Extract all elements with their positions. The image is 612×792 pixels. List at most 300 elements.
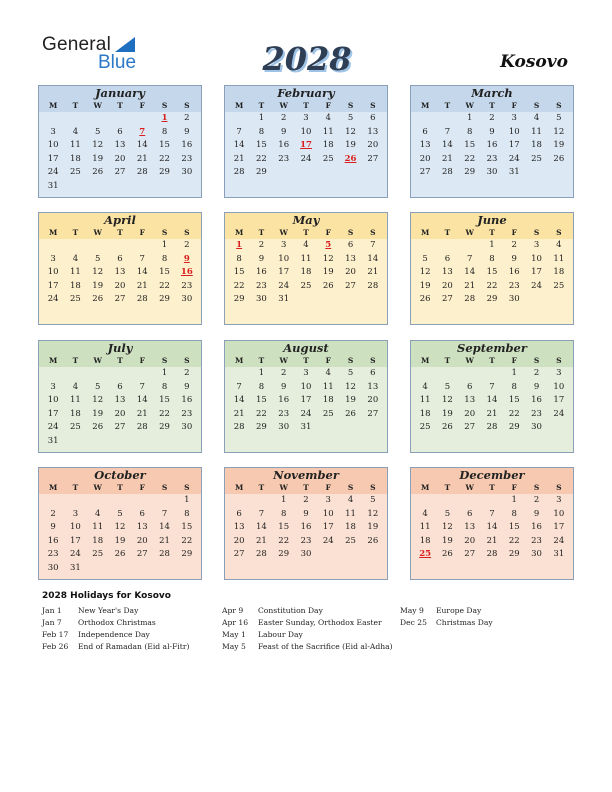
- week-row: [411, 112, 573, 126]
- holiday-item: [42, 629, 189, 641]
- empty-day-cell: [42, 367, 64, 381]
- weekday-label: M: [420, 101, 430, 110]
- day-cell: 8: [258, 126, 265, 137]
- weekday-label: S: [370, 228, 376, 237]
- day-cell: 15: [181, 522, 193, 533]
- day-cell: 15: [256, 395, 267, 406]
- week-row: [225, 253, 387, 267]
- weekday-label: M: [234, 101, 244, 110]
- day-cell: 1: [161, 240, 168, 250]
- day-cell: 7: [236, 381, 242, 392]
- week-row: [411, 126, 573, 140]
- day-cell: 7: [444, 126, 451, 137]
- day-cell: 22: [233, 280, 245, 291]
- day-cell: 20: [367, 395, 379, 406]
- week-row: [39, 508, 201, 522]
- month-name: April: [39, 213, 201, 227]
- week-row: [39, 494, 201, 508]
- day-cell: 8: [161, 126, 168, 137]
- day-cell: 6: [370, 113, 376, 123]
- day-cell: 26: [442, 549, 453, 560]
- day-cell: 4: [533, 113, 540, 123]
- empty-day-cell: [481, 367, 503, 381]
- day-cell: 24: [322, 535, 334, 546]
- month-january: [38, 85, 202, 198]
- day-cell: 20: [114, 408, 126, 419]
- day-cell: 14: [159, 522, 170, 533]
- week-row: [411, 548, 573, 562]
- day-cell: 18: [70, 153, 81, 164]
- day-cell: 13: [367, 126, 379, 137]
- day-cell: 25: [322, 153, 334, 164]
- empty-day-cell: [295, 166, 317, 180]
- empty-day-cell: [109, 112, 131, 126]
- day-cell: 17: [508, 140, 520, 151]
- day-cell: 26: [114, 549, 126, 560]
- day-cell: 2: [184, 113, 190, 123]
- empty-day-cell: [87, 562, 109, 576]
- month-may: [224, 212, 388, 325]
- day-cell: 19: [442, 535, 453, 546]
- day-cell: 23: [256, 280, 267, 291]
- weekday-header: [225, 227, 387, 239]
- week-row: [39, 394, 201, 408]
- empty-day-cell: [339, 421, 361, 435]
- week-row: [39, 408, 201, 422]
- day-cell: 22: [508, 535, 520, 546]
- holiday-day: 25: [419, 549, 432, 560]
- empty-day-cell: [42, 239, 64, 253]
- holiday-name: Easter Sunday, Orthodox Easter: [258, 618, 382, 627]
- day-cell: 27: [464, 422, 476, 433]
- holiday-day: 1: [236, 240, 243, 250]
- day-cell: 13: [442, 267, 453, 278]
- weekday-label: M: [48, 356, 58, 365]
- day-cell: 22: [508, 408, 520, 419]
- day-cell: 25: [553, 280, 565, 291]
- weekday-label: S: [533, 101, 540, 110]
- month-november: [224, 467, 388, 580]
- day-cell: 25: [70, 294, 81, 305]
- day-cell: 22: [256, 408, 267, 419]
- day-cell: 16: [531, 522, 542, 533]
- week-row: [225, 381, 387, 395]
- month-september: [410, 340, 574, 453]
- weekday-label: T: [72, 356, 79, 365]
- day-cell: 18: [70, 280, 81, 291]
- weekday-label: M: [420, 483, 430, 492]
- week-row: [39, 435, 201, 449]
- day-cell: 8: [511, 381, 517, 392]
- week-row: [411, 521, 573, 535]
- day-cell: 3: [50, 381, 56, 392]
- weekday-label: M: [234, 228, 244, 237]
- day-cell: 27: [345, 280, 356, 291]
- day-cell: 22: [159, 153, 170, 164]
- day-cell: 7: [139, 253, 145, 264]
- day-cell: 18: [345, 522, 356, 533]
- empty-day-cell: [87, 180, 109, 194]
- day-cell: 13: [136, 522, 148, 533]
- empty-day-cell: [548, 421, 570, 435]
- empty-day-cell: [109, 180, 131, 194]
- weekday-label: T: [444, 356, 451, 365]
- day-cell: 16: [256, 267, 267, 278]
- day-cell: 8: [161, 381, 168, 392]
- day-cell: 21: [233, 408, 245, 419]
- empty-day-cell: [436, 239, 458, 253]
- day-cell: 18: [553, 267, 565, 278]
- day-cell: 30: [181, 422, 193, 433]
- day-cell: 4: [556, 240, 562, 250]
- day-cell: 22: [159, 280, 170, 291]
- day-cell: 29: [464, 167, 476, 178]
- empty-day-cell: [64, 494, 86, 508]
- weekday-label: T: [303, 101, 309, 110]
- weekday-label: W: [465, 483, 474, 492]
- day-cell: 2: [303, 495, 309, 505]
- day-cell: 12: [345, 381, 356, 392]
- day-cell: 6: [466, 381, 473, 392]
- day-cell: 26: [92, 294, 104, 305]
- day-cell: 25: [345, 535, 356, 546]
- week-row: [39, 239, 201, 253]
- weekday-label: T: [258, 228, 265, 237]
- day-cell: 2: [50, 508, 56, 519]
- weekday-label: W: [465, 356, 474, 365]
- week-row: [39, 381, 201, 395]
- day-cell: 9: [184, 126, 190, 137]
- day-cell: 30: [181, 167, 193, 178]
- weekday-label: M: [234, 483, 244, 492]
- month-name: January: [39, 86, 201, 100]
- week-row: [411, 535, 573, 549]
- day-cell: 13: [419, 140, 431, 151]
- day-cell: 18: [322, 140, 334, 151]
- empty-day-cell: [525, 293, 547, 307]
- day-cell: 11: [300, 253, 312, 264]
- week-row: [411, 494, 573, 508]
- day-cell: 23: [486, 153, 498, 164]
- weekday-label: T: [444, 483, 451, 492]
- holiday-item: [42, 605, 189, 617]
- empty-day-cell: [131, 562, 153, 576]
- holiday-name: Labour Day: [258, 630, 303, 639]
- day-cell: 29: [159, 422, 170, 433]
- weekday-label: S: [347, 228, 354, 237]
- day-cell: 1: [489, 240, 495, 250]
- day-cell: 10: [508, 126, 520, 137]
- week-row: [225, 139, 387, 153]
- day-cell: 30: [256, 294, 267, 305]
- holiday-item: [42, 617, 189, 629]
- day-cell: 28: [486, 549, 498, 560]
- day-cell: 17: [300, 395, 312, 406]
- holiday-name: Christmas Day: [436, 618, 493, 627]
- day-cell: 28: [136, 294, 148, 305]
- day-cell: 26: [367, 535, 379, 546]
- day-cell: 30: [300, 549, 312, 560]
- week-row: [39, 421, 201, 435]
- day-cell: 4: [422, 381, 428, 392]
- weekday-label: S: [556, 228, 562, 237]
- weekday-label: F: [511, 101, 517, 110]
- day-cell: 16: [181, 140, 193, 151]
- day-cell: 6: [422, 126, 428, 137]
- holiday-day: 9: [183, 253, 190, 264]
- day-cell: 28: [136, 167, 148, 178]
- day-cell: 8: [466, 126, 473, 137]
- day-cell: 21: [486, 535, 498, 546]
- month-name: March: [411, 86, 573, 100]
- holiday-name: Constitution Day: [258, 606, 323, 615]
- day-cell: 25: [531, 153, 542, 164]
- day-cell: 25: [70, 422, 81, 433]
- weekday-label: F: [511, 483, 517, 492]
- day-cell: 4: [325, 368, 331, 378]
- holiday-date: Feb 26: [42, 642, 69, 651]
- empty-day-cell: [109, 239, 131, 253]
- day-cell: 19: [92, 280, 104, 291]
- day-cell: 13: [464, 522, 476, 533]
- empty-day-cell: [362, 293, 384, 307]
- day-cell: 12: [114, 522, 126, 533]
- day-cell: 11: [419, 395, 431, 406]
- weekday-label: T: [303, 483, 309, 492]
- day-cell: 12: [92, 140, 104, 151]
- day-cell: 8: [511, 508, 517, 519]
- day-cell: 28: [136, 422, 148, 433]
- day-cell: 17: [553, 522, 565, 533]
- holiday-date: Feb 17: [42, 630, 69, 639]
- week-row: [39, 548, 201, 562]
- day-cell: 7: [489, 381, 495, 392]
- empty-day-cell: [414, 112, 436, 126]
- day-cell: 19: [322, 267, 334, 278]
- day-cell: 29: [181, 549, 193, 560]
- day-cell: 13: [345, 253, 356, 264]
- day-cell: 26: [442, 422, 453, 433]
- day-cell: 24: [508, 153, 520, 164]
- holiday-item: [400, 617, 493, 629]
- week-row: [225, 535, 387, 549]
- day-cell: 14: [233, 395, 245, 406]
- week-row: [225, 367, 387, 381]
- holiday-name: Feast of the Sacrifice (Eid al-Adha): [258, 642, 393, 651]
- week-row: [39, 521, 201, 535]
- weekday-label: S: [184, 228, 190, 237]
- holiday-date: May 1: [222, 630, 246, 639]
- empty-day-cell: [362, 421, 384, 435]
- weekday-label: F: [139, 356, 145, 365]
- weekday-label: S: [184, 101, 190, 110]
- day-cell: 3: [280, 240, 287, 250]
- holiday-column: [400, 605, 493, 629]
- empty-day-cell: [109, 435, 131, 449]
- day-cell: 17: [70, 535, 81, 546]
- month-name: November: [225, 468, 387, 482]
- weekday-label: S: [184, 356, 190, 365]
- day-cell: 12: [553, 126, 565, 137]
- day-cell: 21: [256, 535, 267, 546]
- day-cell: 16: [278, 395, 290, 406]
- day-cell: 3: [50, 253, 56, 264]
- day-cell: 25: [322, 408, 334, 419]
- empty-day-cell: [548, 293, 570, 307]
- day-cell: 15: [159, 267, 170, 278]
- day-cell: 18: [419, 408, 431, 419]
- day-cell: 5: [347, 368, 354, 378]
- weekday-label: S: [533, 483, 540, 492]
- weekday-label: S: [556, 483, 562, 492]
- day-cell: 9: [533, 381, 540, 392]
- weekday-label: S: [347, 101, 354, 110]
- weekday-label: T: [117, 356, 123, 365]
- day-cell: 15: [159, 140, 170, 151]
- day-cell: 21: [486, 408, 498, 419]
- day-cell: 12: [419, 267, 431, 278]
- day-cell: 26: [322, 280, 334, 291]
- month-name: August: [225, 341, 387, 355]
- day-cell: 13: [233, 522, 245, 533]
- day-cell: 29: [159, 294, 170, 305]
- empty-day-cell: [109, 494, 131, 508]
- empty-day-cell: [459, 494, 481, 508]
- holiday-item: [222, 617, 393, 629]
- empty-day-cell: [548, 166, 570, 180]
- day-cell: 14: [442, 140, 453, 151]
- week-row: [39, 280, 201, 294]
- weekday-label: F: [325, 228, 331, 237]
- week-row: [39, 367, 201, 381]
- weekday-label: W: [279, 356, 288, 365]
- logo-triangle-icon: [115, 37, 135, 52]
- day-cell: 18: [300, 267, 312, 278]
- day-cell: 3: [303, 368, 309, 378]
- weekday-label: T: [117, 483, 123, 492]
- week-row: [411, 293, 573, 307]
- week-row: [39, 180, 201, 194]
- day-cell: 1: [184, 495, 190, 505]
- day-cell: 21: [233, 153, 245, 164]
- day-cell: 20: [442, 280, 453, 291]
- day-cell: 5: [94, 126, 101, 137]
- day-cell: 8: [489, 253, 495, 264]
- day-cell: 19: [419, 280, 431, 291]
- weekday-label: F: [325, 101, 331, 110]
- day-cell: 29: [278, 549, 290, 560]
- day-cell: 14: [136, 140, 148, 151]
- day-cell: 24: [47, 422, 59, 433]
- day-cell: 22: [464, 153, 476, 164]
- weekday-header: [411, 227, 573, 239]
- week-row: [411, 266, 573, 280]
- weekday-label: W: [279, 101, 288, 110]
- weekday-header: [39, 100, 201, 112]
- day-cell: 30: [531, 422, 542, 433]
- day-cell: 20: [114, 280, 126, 291]
- weekday-label: S: [533, 228, 540, 237]
- day-cell: 11: [531, 126, 542, 137]
- day-cell: 23: [531, 535, 542, 546]
- week-row: [39, 293, 201, 307]
- week-row: [39, 126, 201, 140]
- day-cell: 21: [464, 280, 476, 291]
- week-row: [411, 367, 573, 381]
- weekday-label: W: [93, 101, 102, 110]
- day-cell: 10: [300, 381, 312, 392]
- weekday-header: [39, 355, 201, 367]
- day-cell: 28: [367, 280, 379, 291]
- empty-day-cell: [153, 180, 175, 194]
- day-cell: 29: [159, 167, 170, 178]
- day-cell: 23: [181, 408, 193, 419]
- day-cell: 2: [258, 240, 265, 250]
- day-cell: 2: [489, 113, 495, 123]
- day-cell: 16: [181, 395, 193, 406]
- day-cell: 23: [531, 408, 542, 419]
- day-cell: 3: [325, 495, 331, 505]
- weekday-label: F: [325, 483, 331, 492]
- month-name: February: [225, 86, 387, 100]
- day-cell: 24: [300, 408, 312, 419]
- day-cell: 27: [114, 422, 126, 433]
- empty-day-cell: [109, 562, 131, 576]
- empty-day-cell: [176, 180, 198, 194]
- empty-day-cell: [317, 166, 339, 180]
- day-cell: 20: [233, 535, 245, 546]
- empty-day-cell: [131, 112, 153, 126]
- day-cell: 6: [139, 508, 145, 519]
- day-cell: 1: [511, 495, 517, 505]
- holiday-day: 7: [139, 126, 146, 137]
- day-cell: 3: [72, 508, 79, 519]
- weekday-label: S: [161, 483, 168, 492]
- empty-day-cell: [228, 112, 250, 126]
- weekday-label: T: [489, 228, 495, 237]
- holiday-name: End of Ramadan (Eid al-Fitr): [78, 642, 190, 651]
- day-cell: 22: [486, 280, 498, 291]
- day-cell: 1: [258, 368, 265, 378]
- week-row: [225, 548, 387, 562]
- day-cell: 17: [47, 153, 59, 164]
- day-cell: 18: [322, 395, 334, 406]
- day-cell: 27: [136, 549, 148, 560]
- day-cell: 31: [47, 180, 59, 191]
- day-cell: 11: [553, 253, 565, 264]
- empty-day-cell: [109, 367, 131, 381]
- day-cell: 19: [345, 140, 356, 151]
- day-cell: 2: [511, 240, 517, 250]
- weekday-label: W: [93, 356, 102, 365]
- logo: [42, 34, 136, 74]
- week-row: [225, 494, 387, 508]
- weekday-label: M: [234, 356, 244, 365]
- logo-text-general: General: [42, 34, 111, 55]
- day-cell: 31: [278, 294, 290, 305]
- empty-day-cell: [459, 367, 481, 381]
- day-cell: 24: [47, 294, 59, 305]
- day-cell: 23: [278, 408, 290, 419]
- day-cell: 6: [236, 508, 242, 519]
- empty-day-cell: [317, 421, 339, 435]
- day-cell: 12: [92, 267, 104, 278]
- day-cell: 11: [70, 140, 81, 151]
- day-cell: 22: [256, 153, 267, 164]
- weekday-header: [411, 482, 573, 494]
- empty-day-cell: [228, 494, 250, 508]
- day-cell: 10: [300, 126, 312, 137]
